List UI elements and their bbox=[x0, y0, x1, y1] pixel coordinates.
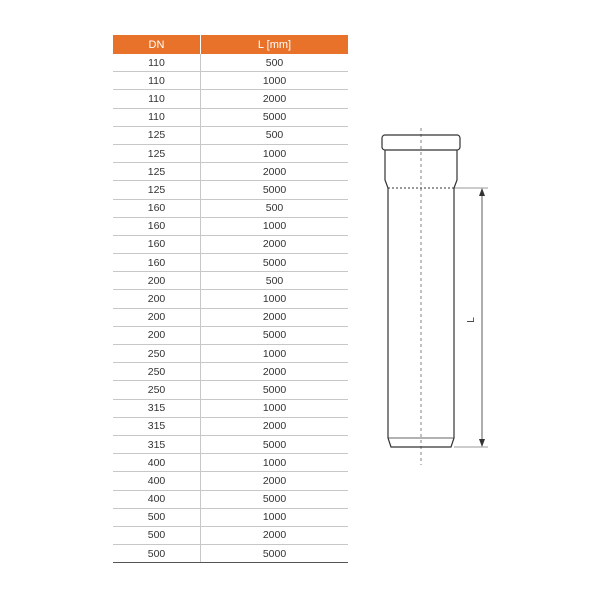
cell-dn: 315 bbox=[113, 435, 201, 453]
cell-dn: 160 bbox=[113, 235, 201, 253]
cell-dn: 400 bbox=[113, 454, 201, 472]
table-header-row bbox=[113, 35, 348, 54]
cell-length: 2000 bbox=[201, 308, 349, 326]
table-row bbox=[113, 454, 348, 472]
cell-dn: 500 bbox=[113, 545, 201, 563]
cell-dn: 110 bbox=[113, 72, 201, 90]
table-row bbox=[113, 345, 348, 363]
table-row bbox=[113, 526, 348, 544]
cell-length: 2000 bbox=[201, 163, 349, 181]
table-row bbox=[113, 417, 348, 435]
table-row bbox=[113, 126, 348, 144]
cell-length: 5000 bbox=[201, 254, 349, 272]
table-row bbox=[113, 435, 348, 453]
table-row bbox=[113, 181, 348, 199]
cell-dn: 160 bbox=[113, 199, 201, 217]
arrow-top bbox=[479, 188, 485, 196]
cell-length: 1000 bbox=[201, 399, 349, 417]
cell-length: 1000 bbox=[201, 290, 349, 308]
table-row bbox=[113, 363, 348, 381]
table-row bbox=[113, 254, 348, 272]
dimension-label: L bbox=[466, 317, 477, 323]
cell-dn: 400 bbox=[113, 472, 201, 490]
table-row bbox=[113, 163, 348, 181]
cell-dn: 315 bbox=[113, 417, 201, 435]
cell-dn: 200 bbox=[113, 308, 201, 326]
cell-dn: 110 bbox=[113, 90, 201, 108]
cell-dn: 125 bbox=[113, 163, 201, 181]
header-length: L [mm] bbox=[201, 35, 349, 54]
cell-length: 500 bbox=[201, 54, 349, 72]
cell-length: 5000 bbox=[201, 545, 349, 563]
cell-length: 5000 bbox=[201, 435, 349, 453]
cell-dn: 125 bbox=[113, 181, 201, 199]
table-row bbox=[113, 308, 348, 326]
pipe-size-table bbox=[113, 35, 348, 563]
cell-length: 5000 bbox=[201, 181, 349, 199]
cell-dn: 200 bbox=[113, 290, 201, 308]
cell-dn: 500 bbox=[113, 508, 201, 526]
cell-dn: 250 bbox=[113, 381, 201, 399]
cell-dn: 200 bbox=[113, 272, 201, 290]
cell-length: 2000 bbox=[201, 417, 349, 435]
cell-dn: 160 bbox=[113, 254, 201, 272]
cell-length: 5000 bbox=[201, 490, 349, 508]
table-row bbox=[113, 472, 348, 490]
table-row bbox=[113, 290, 348, 308]
table-body bbox=[113, 54, 348, 563]
cell-length: 2000 bbox=[201, 363, 349, 381]
cell-length: 5000 bbox=[201, 381, 349, 399]
cell-dn: 315 bbox=[113, 399, 201, 417]
cell-dn: 160 bbox=[113, 217, 201, 235]
cell-dn: 200 bbox=[113, 326, 201, 344]
cell-length: 5000 bbox=[201, 326, 349, 344]
cell-dn: 250 bbox=[113, 363, 201, 381]
table-row bbox=[113, 217, 348, 235]
cell-length: 500 bbox=[201, 126, 349, 144]
cell-length: 1000 bbox=[201, 345, 349, 363]
table-row bbox=[113, 508, 348, 526]
cell-length: 1000 bbox=[201, 72, 349, 90]
cell-length: 1000 bbox=[201, 454, 349, 472]
cell-dn: 110 bbox=[113, 108, 201, 126]
cell-length: 1000 bbox=[201, 508, 349, 526]
table-row bbox=[113, 399, 348, 417]
table-row bbox=[113, 199, 348, 217]
table-row bbox=[113, 235, 348, 253]
cell-length: 1000 bbox=[201, 217, 349, 235]
cell-dn: 125 bbox=[113, 126, 201, 144]
arrow-bottom bbox=[479, 439, 485, 447]
header-dn: DN bbox=[113, 35, 201, 54]
table-row bbox=[113, 490, 348, 508]
cell-dn: 110 bbox=[113, 54, 201, 72]
cell-dn: 125 bbox=[113, 144, 201, 162]
table-row bbox=[113, 326, 348, 344]
cell-length: 2000 bbox=[201, 526, 349, 544]
cell-dn: 250 bbox=[113, 345, 201, 363]
table-row bbox=[113, 545, 348, 563]
cell-length: 2000 bbox=[201, 472, 349, 490]
cell-length: 5000 bbox=[201, 108, 349, 126]
table-row bbox=[113, 72, 348, 90]
pipe-drawing bbox=[370, 120, 510, 470]
table-row bbox=[113, 108, 348, 126]
table-row bbox=[113, 144, 348, 162]
cell-length: 500 bbox=[201, 199, 349, 217]
table-row bbox=[113, 272, 348, 290]
cell-length: 2000 bbox=[201, 235, 349, 253]
table-row bbox=[113, 90, 348, 108]
cell-length: 2000 bbox=[201, 90, 349, 108]
table-row bbox=[113, 54, 348, 72]
cell-length: 1000 bbox=[201, 144, 349, 162]
table-row bbox=[113, 381, 348, 399]
cell-dn: 500 bbox=[113, 526, 201, 544]
cell-dn: 400 bbox=[113, 490, 201, 508]
cell-length: 500 bbox=[201, 272, 349, 290]
